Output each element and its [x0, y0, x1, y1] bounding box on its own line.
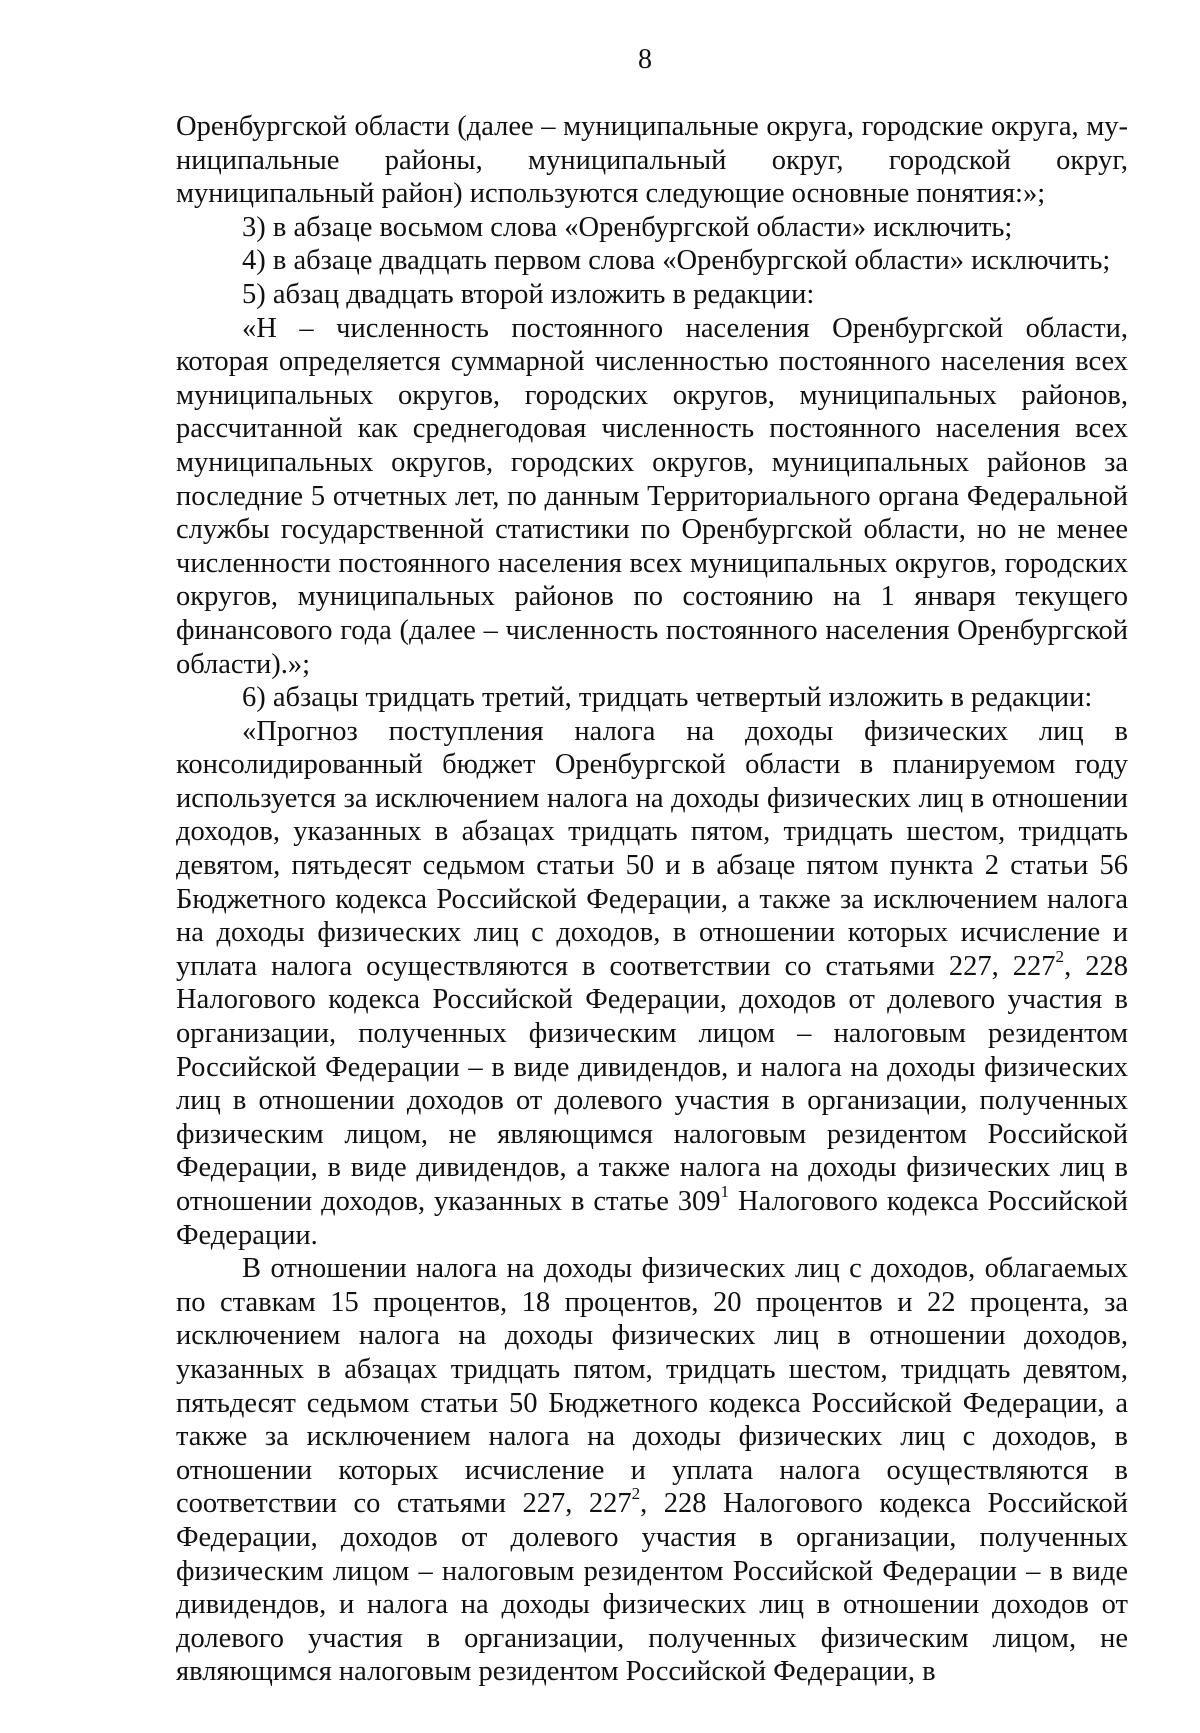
paragraph: [176, 715, 1128, 1253]
paragraph-text: 3) в абзаце восьмом слова «Оренбургской области» исключить;: [242, 211, 1013, 243]
paragraph: [176, 211, 1128, 245]
paragraph-text: , 228 Налогового кодекса Российской Федерации, доходов от долевого участия в организации, полученных физическим лицом – налоговым резидентом Российской Федерации – в виде дивидендов, и налога на доходы физических лиц в отношении доходов от долевого участия в организации, полученных физическим лицом, не являющимся налоговым резидентом Российской Федерации, в виде дивидендов, а также налога на доходы физических лиц в отношении доходов, указанных в статье 309: [176, 950, 1128, 1217]
paragraph-text: , 228 Налогового кодекса Российской Федерации, доходов от долевого участия в организации, полученных физическим лицом – налоговым резидентом Российской Федерации – в виде дивидендов, и налога на доходы физических лиц в отношении доходов от долевого участия в организации, полученных физическим лицом, не являющимся налоговым резидентом Российской Федерации, в: [176, 1488, 1128, 1688]
paragraph-text: 5) абзац двадцать второй изложить в редакции:: [242, 278, 815, 310]
paragraph-text: «Прогноз поступления налога на доходы физических лиц в консолидированный бюджет Оренбургской области в планируемом году используется за исключением налога на доходы физических лиц в отношении доходов, указанных в абзацах тридцать пятом, тридцать шестом, тридцать девятом, пятьдесят седьмом статьи 50 и в абзаце пятом пункта 2 статьи 56 Бюджетного кодекса Российской Федерации, а также за исключением налога на доходы физических лиц с доходов, в отношении которых исчисление и уплата налога осуществляются в соответствии со статьями 227, 227: [176, 715, 1128, 982]
paragraph-text: 4) в абзаце двадцать первом слова «Оренбургской области» исключить;: [242, 245, 1111, 277]
paragraph: [176, 244, 1128, 278]
page-number: 8: [638, 44, 652, 75]
paragraph: [176, 1252, 1128, 1689]
superscript: 2: [631, 1484, 641, 1504]
paragraph-text: «Н – численность постоянного населения Оренбургской области, которая определяется суммарной численностью постоянного населения всех муниципальных округов, городских округов, муниципальных районов, рассчитанной как среднегодовая численность постоянного населения всех муниципальных округов, городских округов, муниципальных районов за последние 5 отчетных лет, по данным Территориального органа Федеральной службы государственной статистики по Оренбургской области, но не менее численности постоянного населения всех муниципальных округов, городских округов, муниципальных районов по состоянию на 1 января текущего финансового года (далее – численность постоянного населения Оренбургской области).»;: [176, 312, 1128, 680]
paragraph: [176, 681, 1128, 715]
paragraph: [176, 110, 1128, 211]
paragraph-text: В отношении налога на доходы физических лиц с доходов, облагаемых по ставкам 15 процентов, 18 процентов, 20 процентов и 22 процента, за исключением налога на доходы физических лиц в отношении доходов, указанных в абзацах тридцать пятом, тридцать шестом, тридцать девятом, пятьдесят седьмом статьи 50 Бюджетного кодекса Российской Федерации, а также за исключением налога на доходы физических лиц с доходов, в отношении которых исчисление и уплата налога осуществляются в соответствии со статьями 227, 227: [176, 1253, 1128, 1520]
document-body: [176, 110, 1128, 1689]
paragraph: [176, 278, 1128, 312]
paragraph-text: Оренбургской области (далее – муниципальные округа, городские округа, муниципальные районы, муниципальный округ, городской округ, муниципальный район) используются следующие основные понятия:»;: [176, 111, 1128, 210]
superscript: 2: [1055, 947, 1065, 967]
superscript: 1: [720, 1182, 730, 1202]
paragraph-text: Налогового кодекса Российской Федерации.: [176, 1186, 1128, 1251]
paragraph-text: 6) абзацы тридцать третий, тридцать четвертый изложить в редакции:: [242, 682, 1093, 714]
paragraph: [176, 312, 1128, 682]
